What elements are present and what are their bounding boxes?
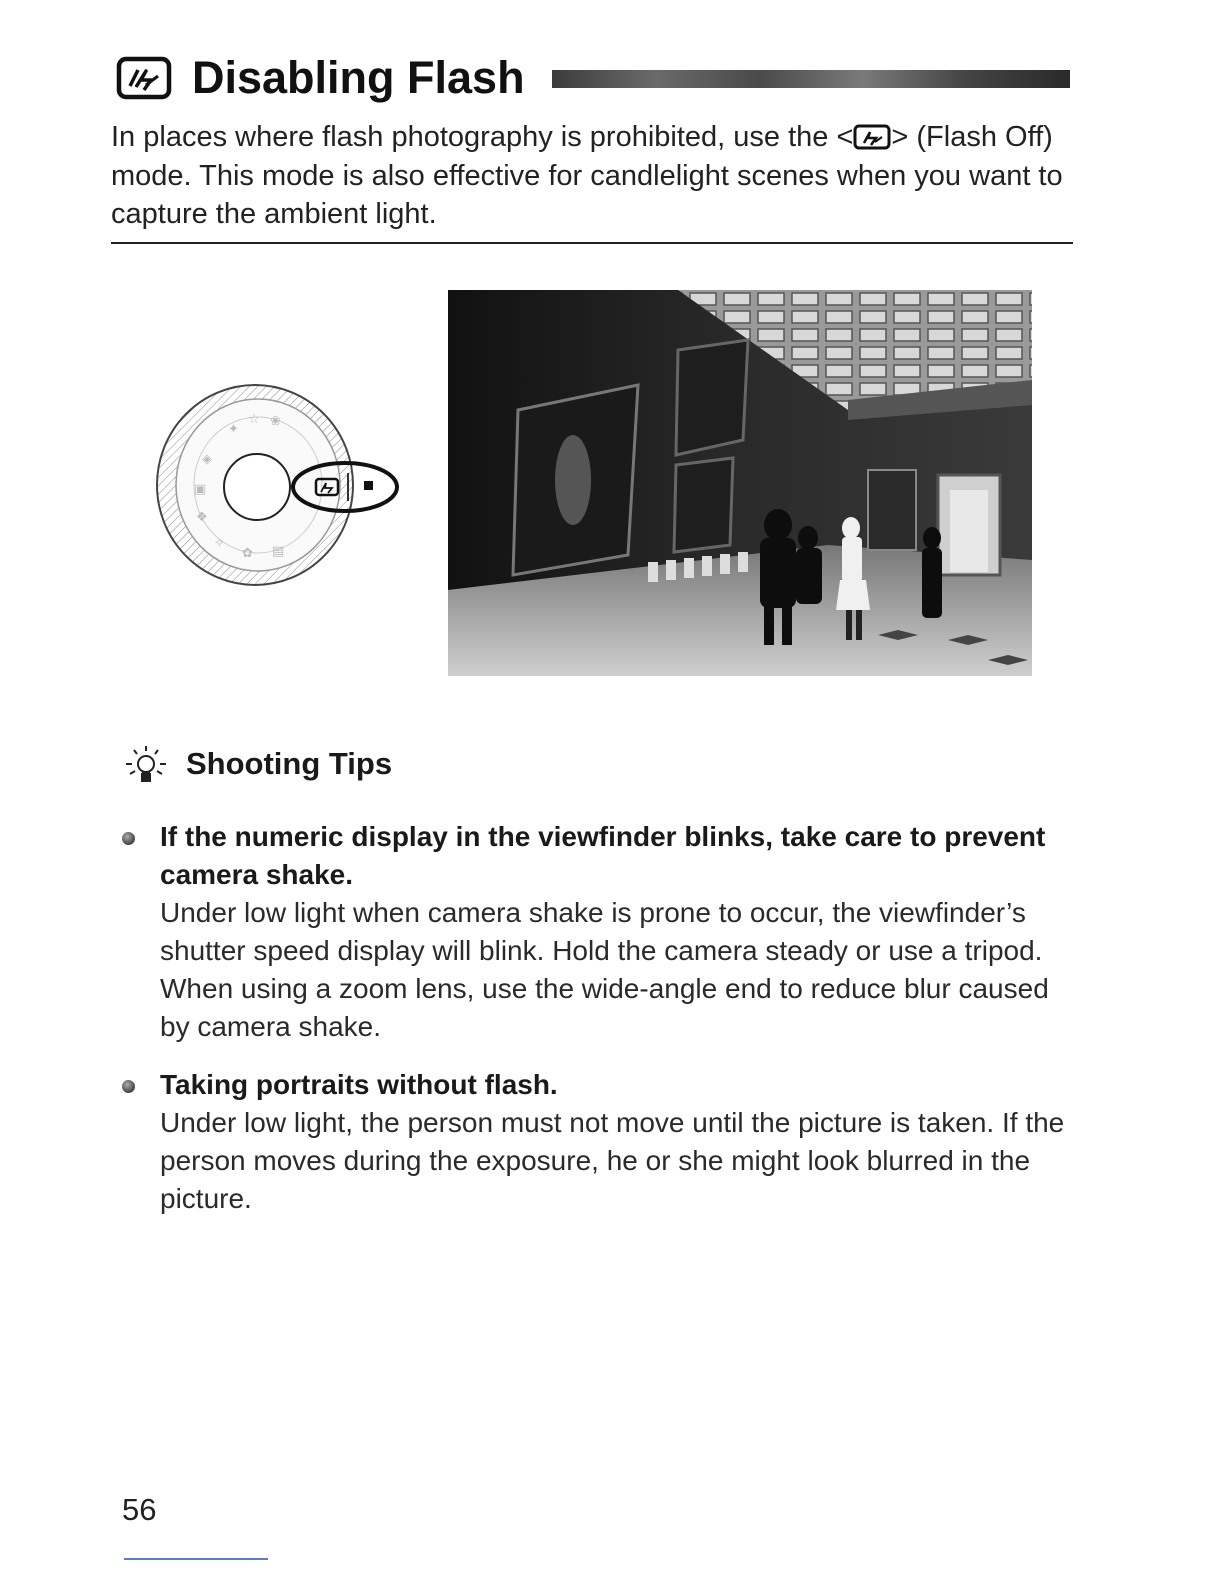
lightbulb-icon [122,744,170,786]
section-divider [111,242,1073,244]
svg-text:▤: ▤ [272,544,285,559]
page-number: 56 [122,1492,157,1527]
tip-body: Under low light when camera shake is prone to occur, the viewfinder’s shutter speed display will blink. Hold the camera steady or use a tripod. When using a zoom lens, use the wide-angle end to reduce blur caused by camera shake. [160,897,1049,1042]
tip-item [118,818,1078,1046]
tip-title: If the numeric display in the viewfinder blinks, take care to prevent camera shake. [160,821,1046,890]
svg-text:◈: ◈ [202,452,212,467]
flash-off-icon [116,56,172,100]
tip-item [118,1066,1078,1218]
tips-title: Shooting Tips [186,746,393,781]
footer-rule [124,1558,268,1560]
flash-off-inline-icon [853,124,891,150]
tip-title: Taking portraits without flash. [160,1069,558,1100]
svg-text:✦: ✦ [228,422,239,437]
svg-text:✿: ✿ [242,546,253,561]
bullet-icon [122,832,135,845]
svg-text:☆: ☆ [248,412,260,427]
svg-text:❀: ❀ [270,414,281,429]
svg-text:❖: ❖ [196,510,208,525]
gallery-photo [448,290,1032,676]
intro-paragraph [111,118,1073,234]
svg-text:✧: ✧ [214,536,225,551]
bullet-icon [122,1080,135,1093]
shooting-tips-heading [122,740,622,790]
intro-text-end: > (Flash Off) mode. This mode is also effective for candlelight scenes when you want to capture the ambient light. [111,121,1063,230]
intro-text-start: In places where flash photography is prohibited, use the < [111,121,854,153]
mode-dial-illustration [150,375,410,595]
tip-body: Under low light, the person must not move until the picture is taken. If the person moves during the exposure, he or she might look blurred in the picture. [160,1107,1065,1214]
title-decorative-bar [552,70,1070,88]
svg-text:▣: ▣ [194,482,207,497]
section-header [114,50,1074,106]
page-title: Disabling Flash [192,52,525,103]
